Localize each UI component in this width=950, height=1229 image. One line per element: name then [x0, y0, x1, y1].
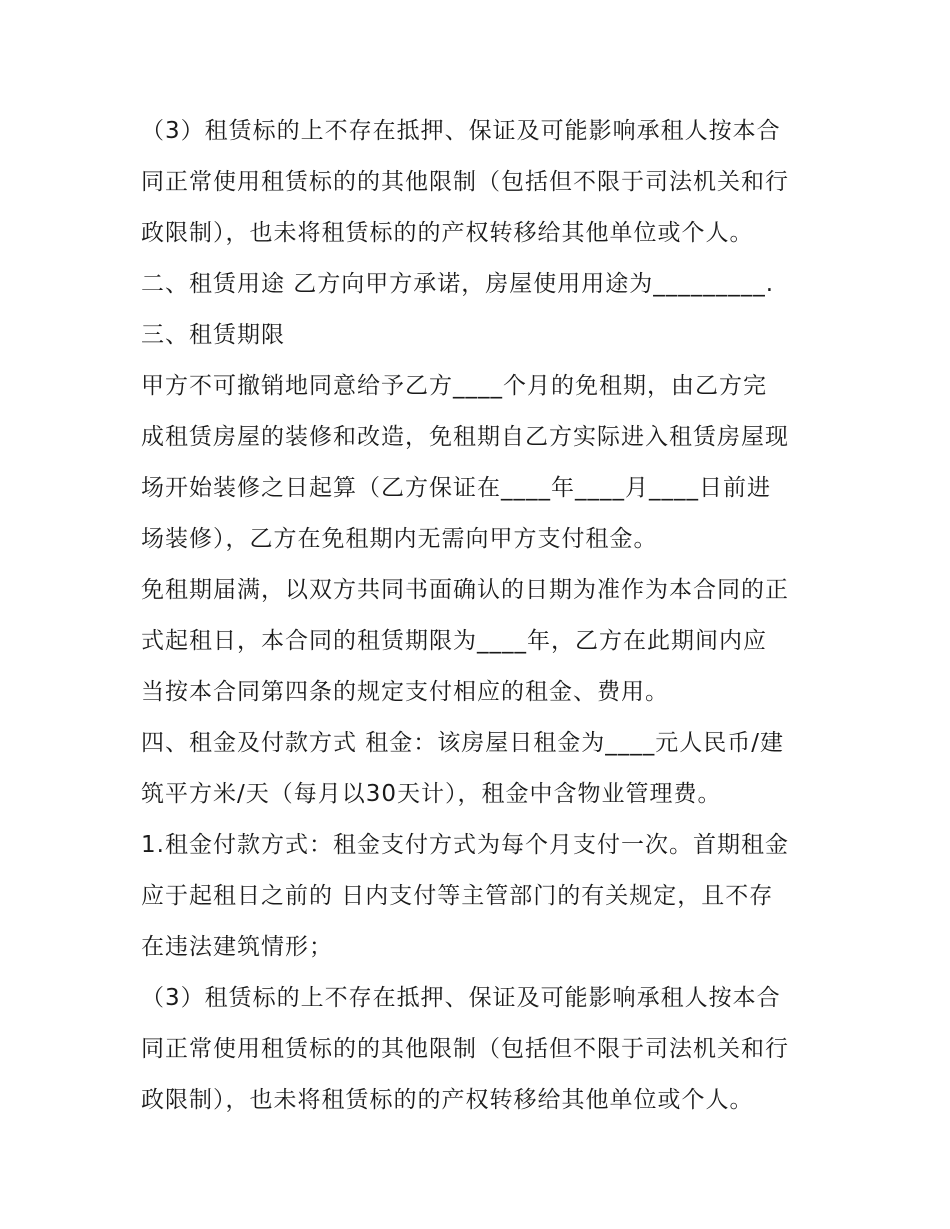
text-line-7: 成租赁房屋的装修和改造，免租期自乙方实际进入租赁房屋现: [141, 424, 789, 450]
text-line-6: 甲方不可撤销地同意给予乙方____个月的免租期，由乙方完: [141, 373, 767, 399]
text-line-3: 政限制），也未将租赁标的的产权转移给其他单位或个人。: [141, 220, 754, 246]
text-line-19: 同正常使用租赁标的的其他限制（包括但不限于司法机关和行: [141, 1036, 789, 1062]
text-line-12: 当按本合同第四条的规定支付相应的租金、费用。: [141, 679, 669, 705]
text-line-16: 应于起租日之前的 日内支付等主管部门的有关规定，且不存: [141, 883, 774, 909]
text-line-20: 政限制），也未将租赁标的的产权转移给其他单位或个人。: [141, 1087, 754, 1113]
text-line-8: 场开始装修之日起算（乙方保证在____年____月____日前进: [141, 475, 771, 501]
text-line-13: 四、租金及付款方式 租金：该房屋日租金为____元人民币/建: [141, 730, 785, 756]
text-line-17: 在违法建筑情形；: [141, 934, 333, 960]
text-line-15: 1.租金付款方式：租金支付方式为每个月支付一次。首期租金: [141, 832, 789, 858]
document-body: [141, 106, 821, 1126]
text-line-10: 免租期届满，以双方共同书面确认的日期为准作为本合同的正: [141, 577, 789, 603]
text-line-2: 同正常使用租赁标的的其他限制（包括但不限于司法机关和行: [141, 169, 789, 195]
text-line-11: 式起租日，本合同的租赁期限为____年，乙方在此期间内应: [141, 628, 767, 654]
section-heading-term: 三、租赁期限: [141, 322, 285, 348]
text-line-14: 筑平方米/天（每月以30天计），租金中含物业管理费。: [141, 781, 722, 807]
text-line-18: （3）租赁标的上不存在抵押、保证及可能影响承租人按本合: [141, 985, 781, 1011]
text-line-9: 场装修），乙方在免租期内无需向甲方支付租金。: [141, 526, 658, 552]
text-line-1: （3）租赁标的上不存在抵押、保证及可能影响承租人按本合: [141, 118, 781, 144]
text-line-4: 二、租赁用途 乙方向甲方承诺，房屋使用用途为_________.: [141, 271, 775, 297]
